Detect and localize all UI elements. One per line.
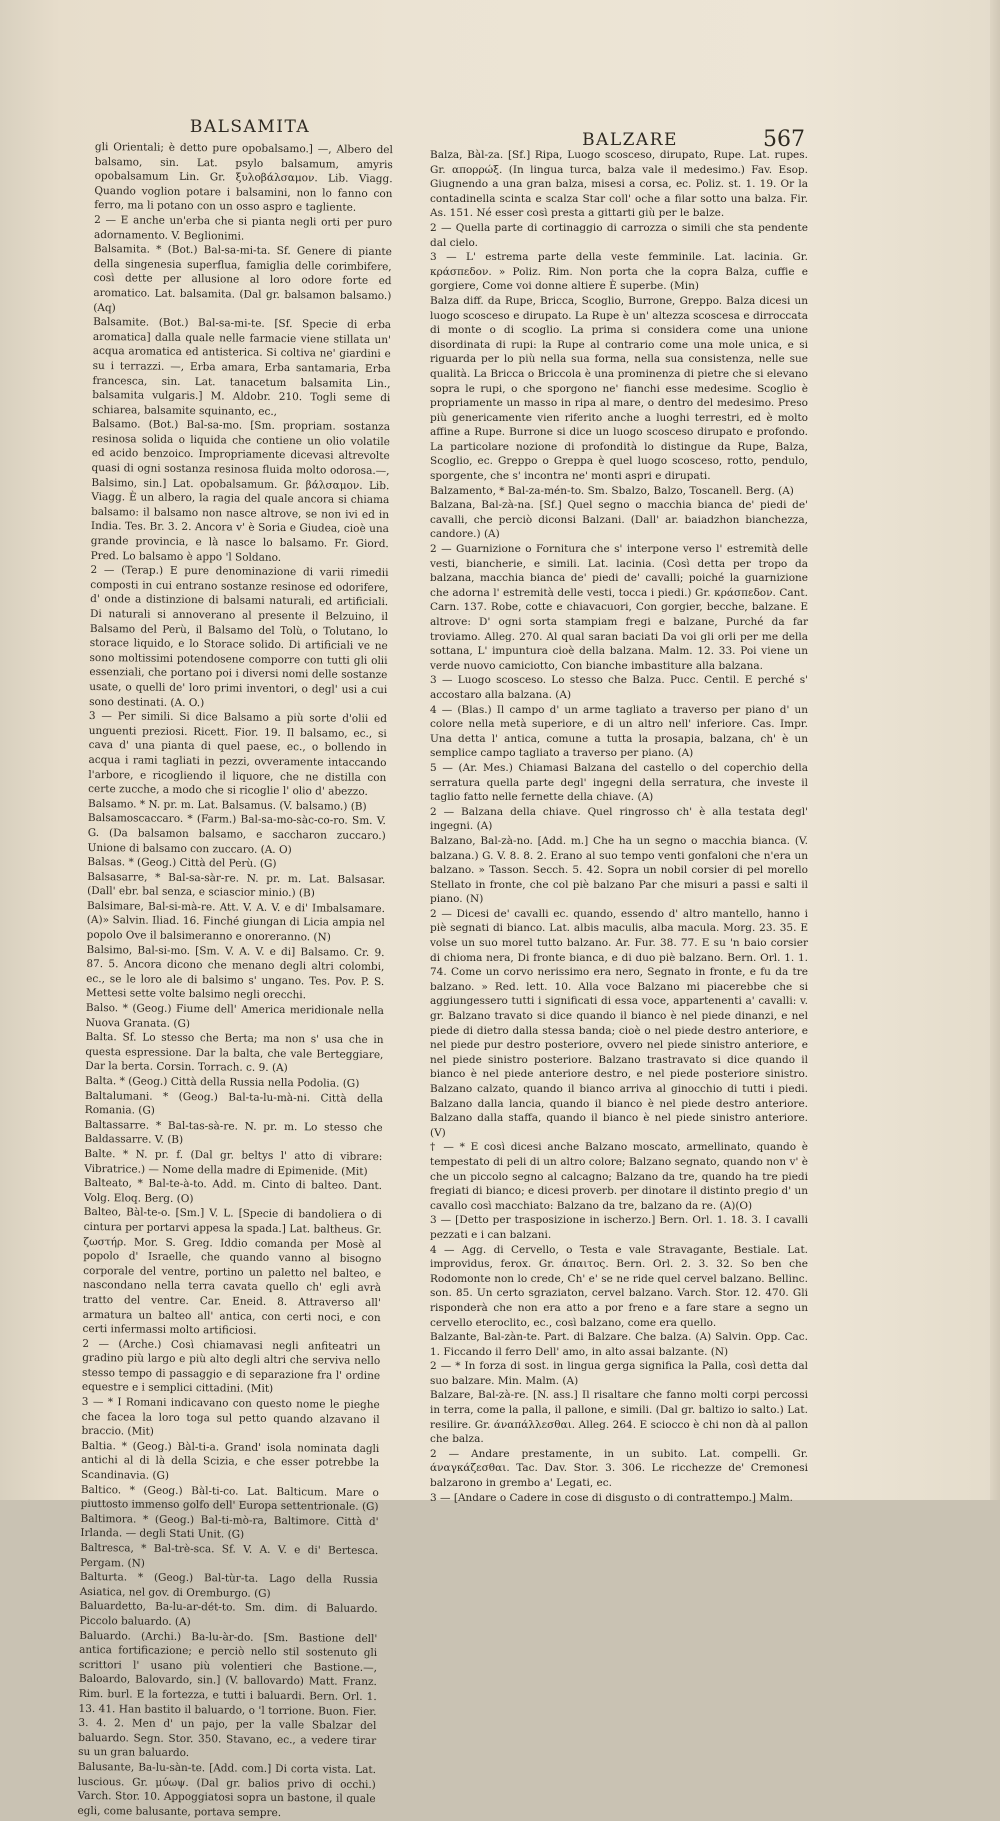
entry-paragraph: Balza diff. da Rupe, Bricca, Scoglio, Burrone, Greppo. Balza dicesi un luogo scosceso e dirupato. La Rupe è un' altezza scoscesa e dirroccata di monte o di scoglio. La prima si considera come una unione disordinata di rupi: la Rupe al contrario come una mole unica, e si riguarda per lo più nella sua forma, nella sua consistenza, nelle sue qualità. La Bricca o Briccola è una prominenza di pietre che si elevano sopra le rupi, o che sporgono ne' fianchi esse medesime. Scoglio è propriamente un masso in ripa al mare, o dentro del medesimo. Preso più genericamente vien riferito anche a luoghi terrestri, ed è molto affine a Rupe. Burrone si dice un luogo scosceso dirupato e profondo. La particolare nozione di profondità lo distingue da Rupe, Balza, Scoglio, ec. Greppo o Greppa è quel luogo scosceso, rotto, pendulo, sporgente, che s' incontra ne' monti aspri e dirupati. xyxy=(430,294,808,483)
page-number: 567 xyxy=(763,127,805,152)
running-head-right: BALZARE xyxy=(582,130,678,150)
entry-paragraph: 3 — [Detto per trasposizione in ischerzo.] Bern. Orl. 1. 18. 3. I cavalli pezzati e i can balzani. xyxy=(430,1214,808,1241)
entry-paragraph: Balta. Sf. Lo stesso che Berta; ma non s' usa che in questa espressione. Dar la balta, che vale Berteggiare, Dar la berta. Corsin. Torrach. c. 9. (A) xyxy=(85,1031,384,1075)
entry-paragraph: Baltimora. * (Geog.) Bal-ti-mò-ra, Baltimore. Città d' Irlanda. — degli Stati Unit. (G) xyxy=(80,1512,379,1542)
entry-paragraph: Balzano, Bal-zà-no. [Add. m.] Che ha un segno o macchia bianca. (V. balzana.) G. V. 8. 8. 2. Erano al suo tempo venti gonfaloni che n'era un balzano. » Tasson. Secch. 5. 42. Sopra un nobil corsier di pel morello Stellato in fronte, che col piè balzano Par che misuri a passi e salti il piano. (N) xyxy=(430,834,808,906)
entry-paragraph: Baluardo. (Archi.) Ba-lu-àr-do. [Sm. Bastione dell' antica fortificazione; e perciò nello stil sostenuto gli scrittori l' usano più volentieri che Bastione.—, Baloardo, Balovardo, sin.] (V. ballovardo) Matt. Franz. Rim. burl. E la fortezza, e tutti i baluardi. Bern. Orl. 1. 13. 41. Han bastito il baluardo, o 'l torrione. Buon. Fier. 3. 4. 2. Men d' un pajo, per la valle Sbalzar del baluardo. Segn. Stor. 350. Stavano, ec., a vedere tirar su un gran baluardo. xyxy=(78,1629,378,1760)
entry-paragraph: Balzante, Bal-zàn-te. Part. di Balzare. Che balza. (A) Salvin. Opp. Cac. 1. Ficcando il ferro Dell' amo, in alto assai balzante. (N) xyxy=(430,1331,808,1358)
entry-paragraph: Balusante, Ba-lu-sàn-te. [Add. com.] Di corta vista. Lat. luscious. Gr. μύωψ. (Dal gr. balios privo di occhi.) Varch. Stor. 10. Appoggiatosi sopra un bastone, il quale egli, come balusante, portava sempre. xyxy=(77,1760,377,1819)
entry-paragraph: Balsamo. (Bot.) Bal-sa-mo. [Sm. propriam. sostanza resinosa solida o liquida che contiene un olio volatile ed acido benzoico. Impropriamente dicevasi altrevolte quasi di ogni sostanza resinosa fluida molto odorosa.—, Balsimo, sin.] Lat. opobalsamum. Gr. βάλσαμον. Lib. Viagg. È un albero, la ragia del quale ancora si chiama balsamo: il balsamo non nasce altrove, se non ivi ed in India. Tes. Br. 3. 2. Ancora v' è Soria e Giudea, cioè una grande provincia, e là nasce lo balsamo. Fr. Giord. Pred. Lo balsamo è appo 'l Soldano. xyxy=(90,418,391,564)
entry-paragraph: Balsimare, Bal-si-mà-re. Att. V. A. V. e di' Imbalsamare. (A)» Salvin. Iliad. 16. Finché giungan di Licia ampia nel popolo Ove il balsimeranno e onoreranno. (N) xyxy=(86,899,386,944)
entry-paragraph: 2 — Quella parte di cortinaggio di carrozza o simili che sta pendente dal cielo. xyxy=(430,221,808,249)
entry-paragraph: Baltico. * (Geog.) Bàl-ti-co. Lat. Balticum. Mare o piuttosto immenso golfo dell' Europa settentrionale. (G) xyxy=(80,1483,379,1514)
entry-paragraph: 2 — (Arche.) Così chiamavasi negli anfiteatri un gradino più largo e più alto degli altri che serviva nello stesso tempo di passaggio e di separazione fra l' ordine equestre e i semplici cittadini. (Mit) xyxy=(81,1337,381,1396)
entry-paragraph: 2 — Dicesi de' cavalli ec. quando, essendo d' altro mantello, hanno i piè segnati di bianco. Lat. albis maculis, alba macula. Morg. 23. 35. E volse un suo morel tutto balzano. Ar. Fur. 38. 77. E su 'n baio corsier di chioma nera, Di fronte bianca, e di duo piè balzano. Bern. Orl. 1. 1. 74. Come un corvo nerissimo era nero, Segnato in fronte, e fu da tre balzano. » Red. lett. 10. Alla voce Balzano mi piacerebbe che si aggiungessero tutti i significati di essa voce, appartenenti a' cavalli: v. gr. Balzano travato si dice quando il bianco è nel piede dinanzi, e nel piede di dietro dalla stessa banda; cioè o nel piede destro anteriore, e nel piede pur destro posteriore, ovvero nel piede sinistro anteriore, e nel piede sinistro posteriore. Balzano trastravato si dice quando il bianco è nel piede anteriore destro, e nel piede posteriore sinistro. Balzano calzato, quando il bianco arriva al ginocchio di tutti i piedi. Balzano dalla lancia, quando il bianco è nel piede destro anteriore. Balzano dalla staffa, quando il bianco è nel piede sinistro anteriore. (V) xyxy=(430,907,808,1139)
entry-paragraph: Balte. * N. pr. f. (Dal gr. beltys l' atto di vibrare: Vibratrice.) — Nome della madre di Epimenide. (Mit) xyxy=(84,1147,383,1178)
entry-paragraph: Baltresca, * Bal-trè-sca. Sf. V. A. V. e di' Bertesca. Pergam. (N) xyxy=(80,1541,379,1570)
running-head-left: BALSAMITA xyxy=(189,117,311,137)
entry-paragraph: Balzamento, * Bal-za-mén-to. Sm. Sbalzo, Balzo, Toscanell. Berg. (A) xyxy=(430,484,794,497)
entry-paragraph: Balsimo, Bal-si-mo. [Sm. V. A. V. e di] Balsamo. Cr. 9. 87. 5. Ancora dicono che menano degli altri colombi, ec., se le loro ale di balsimo s' ungano. Tes. Pov. P. S. Mettesi sette volte balsimo negli orecchi. xyxy=(86,943,385,1002)
entry-paragraph: Baltia. * (Geog.) Bàl-ti-a. Grand' isola nominata dagli antichi al di là della Scizia, e che esser potrebbe la Scandinavia. (G) xyxy=(80,1439,380,1482)
entry-paragraph: Balsasarre, * Bal-sa-sàr-re. N. pr. m. Lat. Balsasar. (Dall' ebr. bal senza, e sciascior minio.) (B) xyxy=(87,870,386,900)
entry-paragraph: Balteo, Bàl-te-o. [Sm.] V. L. [Specie di bandoliera o di cintura per portarvi appesa la spada.] Lat. baltheus. Gr. ζωστήρ. Mor. S. Greg. Iddio comanda per Mosè al popolo d' Israelle, che quando vanno al bisogno corporale del ventre, portino un paletto nel balteo, e nascondano nella terra cavata quello ch' egli avrà tratto del ventre. Car. Eneid. 8. Attraverso all' armatura un balteo all' antica, con certi noci, e con certi infermassi molto artificiosi. xyxy=(82,1206,382,1337)
entry-paragraph: 4 — Agg. di Cervello, o Testa e vale Stravagante, Bestiale. Lat. improvidus, ferox. Gr. άπαιτος. Bern. Orl. 2. 3. 32. So ben che Rodomonte non lo crede, Ch' e' se ne ride quel cervel balzano. Bellinc. son. 85. Un certo sgraziaton, cervel balzano. Varch. Stor. 12. 470. Gli risponderà che non era atto a por freno e a fare stare a segno un cervello eteroclito, ec., così balzano, come era quello. xyxy=(430,1243,808,1329)
entry-paragraph: 3 — [Andare o Cadere in cose di disgusto o di contrattempo.] Malm. xyxy=(430,1491,793,1504)
left-column xyxy=(77,140,393,1819)
entry-paragraph: Balso. * (Geog.) Fiume dell' America meridionale nella Nuova Granata. (G) xyxy=(85,1001,384,1030)
entry-paragraph: Balzana, Bal-zà-na. [Sf.] Quel segno o macchia bianca de' piedi de' cavalli, che perciò diconsi Balzani. (Dall' ar. baiadzhon bianchezza, candore.) (A) xyxy=(430,499,808,541)
entry-paragraph: 2 — E anche un'erba che si pianta negli orti per puro adornamento. V. Beglionimi. xyxy=(93,213,393,243)
entry-paragraph: 2 — (Terap.) E pure denominazione di varii rimedii composti in cui entrano sostanze resinose ed odorifere, d' onde a distinzione di balsami naturali, ed artificiali. Di naturali si annoverano al presente il Belzuino, il Balsamo del Perù, il Balsamo del Tolù, o Tolutano, lo storace liquido, e lo Storace solido. Di artificiali ve ne sono moltissimi potendosene comporre con tutti gli olii essenziali, che portano poi i diversi nomi delle sostanze usate, o quelli de' loro primi inventori, o degl' usi a cui sono destinati. (A. O.) xyxy=(89,564,389,709)
right-column xyxy=(430,148,808,1504)
entry-paragraph: † — * E così dicesi anche Balzano moscato, armellinato, quando è tempestato di peli di un altro colore; Balzano segnato, quando non v' è che un piccolo segno al calcagno; Balzano da tre, quando ha tre piedi fregiati di bianco; e dicesi proverb. per dinotare il distinto pregio d' un cavallo così macchiato: Balzano da tre, balzano da re. (A)(O) xyxy=(430,1141,808,1212)
entry-paragraph: 2 — * In forza di sost. in lingua gerga significa la Palla, così detta dal suo balzare. Min. Malm. (A) xyxy=(430,1360,808,1387)
entry-paragraph: 3 — Luogo scosceso. Lo stesso che Balza. Pucc. Centil. E perché s' accostaro alla balzana. (A) xyxy=(430,674,808,701)
entry-paragraph: 3 — Per simili. Si dice Balsamo a più sorte d'olii ed unguenti preziosi. Ricett. Fior. 19. Il balsamo, ec., si cava d' una pianta di quel paese, ec., o bollendo in acqua i rami tagliati in pezzi, ovveramente intaccando l'arbore, e ricogliendo il liquore, che ne distilla con certe zucche, a modo che si ricoglie l' olio d' abezzo. xyxy=(88,710,388,799)
entry-paragraph: 2 — Guarnizione o Fornitura che s' interpone verso l' estremità delle vesti, biancherie, e simili. Lat. lacinia. (Così detta per tropo da balzana, macchia bianca de' piedi de' cavalli; poiché la guarnizione che adorna l' estremità delle vesti, tocca i piedi.) Gr. κράσπεδον. Cant. Carn. 137. Robe, cotte e chiavacuori, Con gorgier, becche, balzane. E altrove: D' ogni sorta stampiam fregi e balzane, Purché da far troviamo. Alleg. 270. Al qual saran baciati Da voi gli orli per me della sottana, L' impuntura cioè della balzana. Malm. 12. 33. Poi viene un verde nuovo camiciotto, Con bianche imbastiture alla balzana. xyxy=(430,543,808,672)
entry-paragraph: Balsamita. * (Bot.) Bal-sa-mi-ta. Sf. Genere di piante della singenesia superflua, famiglia delle corimbifere, così dette per allusione al loro odore forte ed aromatico. Lat. balsamita. (Dal gr. balsamon balsamo.) (Aq) xyxy=(93,243,392,314)
entry-paragraph: Balsamo. * N. pr. m. Lat. Balsamus. (V. balsamo.) (B) xyxy=(87,797,367,813)
entry-paragraph: Baltassarre. * Bal-tas-sà-re. N. pr. m. Lo stesso che Baldassarre. V. (B) xyxy=(84,1118,383,1147)
entry-paragraph: 4 — (Blas.) Il campo d' un arme tagliato a traverso per piano d' un colore nella metà superiore, e di un altro nell' inferiore. Cas. Impr. Una detta l' antica, comune a tutta la prosapia, balzana, ch' è un semplice campo tagliato a traverso per piano. (A) xyxy=(430,703,808,760)
entry-paragraph: gli Orientali; è detto pure opobalsamo.] —, Albero del balsamo, sin. Lat. psylo balsamum, amyris opobalsamum Lin. Gr. ξυλοβάλσαμον. Lib. Viagg. Quando voglion potare i balsamini, non lo fanno con ferro, ma li potano con un osso aspro e tagliente. xyxy=(94,140,393,215)
entry-paragraph: 2 — Balzana della chiave. Quel ringrosso ch' è alla testata degl' ingegni. (A) xyxy=(430,805,808,833)
entry-paragraph: Balteato, * Bal-te-à-to. Add. m. Cinto di balteo. Dant. Volg. Eloq. Berg. (O) xyxy=(83,1177,383,1205)
entry-paragraph: Balsas. * (Geog.) Città del Perù. (G) xyxy=(87,856,277,871)
entry-paragraph: Balza, Bàl-za. [Sf.] Ripa, Luogo scosceso, dirupato, Rupe. Lat. rupes. Gr. απορρώξ. (In lingua turca, balza vale il medesimo.) Fav. Esop. Giugnendo a una gran balza, misesi a corsa, ec. Poliz. st. 1. 19. Or la contadinella scinta e scalza Star coll' oche a filar sotto una balza. Fir. As. 151. Né esser così presta a gittarti giù per le balze. xyxy=(430,149,808,220)
entry-paragraph: Balta. * (Geog.) Città della Russia nella Podolia. (G) xyxy=(85,1074,360,1090)
entry-paragraph: Balturta. * (Geog.) Bal-tùr-ta. Lago della Russia Asiatica, nel gov. di Oremburgo. (G) xyxy=(79,1571,378,1600)
entry-paragraph: Balsamoscaccaro. * (Farm.) Bal-sa-mo-sàc-co-ro. Sm. V. G. (Da balsamon balsamo, e saccharon zuccaro.) Unione di balsamo con zuccaro. (A. O) xyxy=(87,812,386,856)
entry-paragraph: Baltalumani. * (Geog.) Bal-ta-lu-mà-ni. Città della Romania. (G) xyxy=(84,1089,384,1117)
entry-paragraph: 3 — L' estrema parte della veste femminile. Lat. lacinia. Gr. κράσπεδον. » Poliz. Rim. Non porta che la copra Balza, cuffie e gorgiere, Come voi donne altiere È superbe. (Min) xyxy=(430,251,808,293)
entry-paragraph: 3 — * I Romani indicavano con questo nome le pieghe che facea la loro toga sul petto quando alzavano il braccio. (Mit) xyxy=(81,1395,380,1438)
entry-paragraph: 2 — Andare prestamente, in un subito. Lat. compelli. Gr. άναγκάζεσθαι. Tac. Dav. Stor. 3. 306. Le ricchezze de' Cremonesi balzarono in grembo a' Legati, ec. xyxy=(430,1447,808,1490)
entry-paragraph: Balsamite. (Bot.) Bal-sa-mi-te. [Sf. Specie di erba aromatica] dalla quale nelle farmacie viene stillata un' acqua aromatica ed antisterica. Si coltiva ne' giardini e su i terrazzi. —, Erba amara, Erba santamaria, Erba francesca, sin. Lat. tanacetum balsamita Lin., balsamita vulgaris.] M. Aldobr. 210. Togli seme di schiarea, balsamite squinanto, ec., xyxy=(92,316,392,418)
entry-paragraph: Balzare, Bal-zà-re. [N. ass.] Il risaltare che fanno molti corpi percossi in terra, come la palla, il pallone, e simili. (Dal gr. baltizo io salto.) Lat. resilire. Gr. άναπάλλεσθαι. Alleg. 264. E sciocco è chi non dà al pallon che balza. xyxy=(430,1389,808,1446)
entry-paragraph: Baluardetto, Ba-lu-ar-dét-to. Sm. dim. di Baluardo. Piccolo baluardo. (A) xyxy=(79,1600,378,1629)
page-edge xyxy=(990,0,1000,1500)
entry-paragraph: 5 — (Ar. Mes.) Chiamasi Balzana del castello o del coperchio della serratura quella parte degl' ingegni della serratura, che investe il taglio fatto nelle fernette della chiave. (A) xyxy=(430,761,808,804)
